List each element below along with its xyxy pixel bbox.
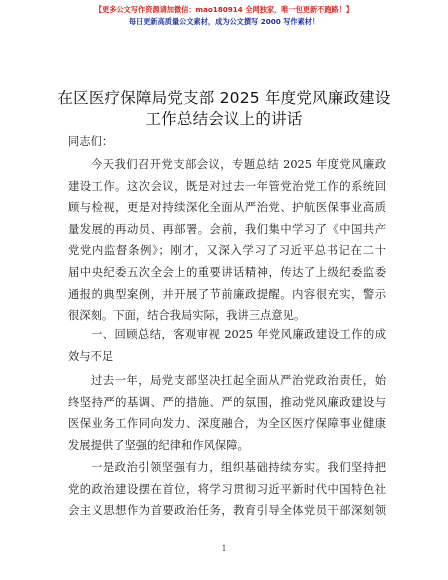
document-title-line-2: 工作总结会议上的讲话	[145, 110, 303, 128]
paragraph-line: 届中央纪委五次全会上的重要讲话精神，传达了上级纪委监委	[68, 265, 386, 279]
paragraph-line: 通报的典型案例，并开展了节前廉政提醒。内容很充实，警示	[68, 287, 386, 301]
paragraph-line: 今天我们召开党支部会议，专题总结 2025 年度党风廉政	[91, 158, 386, 171]
paragraph-line: 医保业务工作同向发力、深度融合，为全区医疗保障事业健康	[68, 417, 386, 431]
section-heading-1	[68, 324, 386, 367]
paragraph-line: 终坚持严的基调、严的措施、严的氛围，推动党风廉政建设与	[68, 395, 386, 409]
paragraph-review	[68, 370, 386, 456]
heading-line: 效与不足	[68, 349, 114, 363]
paragraph-line: 建设工作。这次会议，既是对过去一年管党治党工作的系统回	[68, 179, 386, 193]
paragraph-line: 一是政治引领坚强有力，组织基础持续夯实。我们坚持把	[91, 461, 386, 474]
paragraph-line: 很深刻。下面，结合我局实际，我讲三点意见。	[68, 309, 306, 323]
paragraph-line: 党的政治建设摆在首位，将学习贯彻习近平新时代中国特色社	[68, 482, 386, 496]
promo-banner-line-2: 每日更新高质量公文素材，成为公文撰写 2000 写作素材！	[128, 17, 320, 26]
heading-line: 一、回顾总结，客观审视 2025 年党风廉政建设工作的成	[91, 328, 386, 341]
paragraph-opening	[68, 154, 386, 327]
document-title-line-1: 在区医疗保障局党支部 2025 年度党风廉政建设	[57, 89, 391, 107]
promo-banner-line-1: 【更多公文写作资源请加微信：mao180914 全网独家，唯一包更新不跑路！】	[94, 5, 354, 14]
paragraph-political-leadership	[68, 457, 386, 522]
paragraph-line: 党党内监督条例》；刚才，又深入学习了习近平总书记在二十	[68, 244, 386, 258]
paragraph-line: 发展提供了坚强的纪律和作风保障。	[68, 438, 249, 452]
page-number: 1	[221, 544, 227, 553]
paragraph-line: 过去一年，局党支部坚决扛起全面从严治党政治责任，始	[91, 374, 386, 387]
salutation: 同志们：	[68, 135, 114, 148]
paragraph-line: 量发展的再动员、再部署。会前，我们集中学习了《中国共产	[68, 222, 386, 236]
paragraph-line: 会主义思想作为首要政治任务，教育引导全体党员干部深刻领	[68, 504, 386, 518]
paragraph-line: 顾与检视，更是对持续深化全面从严治党、护航医保事业高质	[68, 201, 386, 215]
